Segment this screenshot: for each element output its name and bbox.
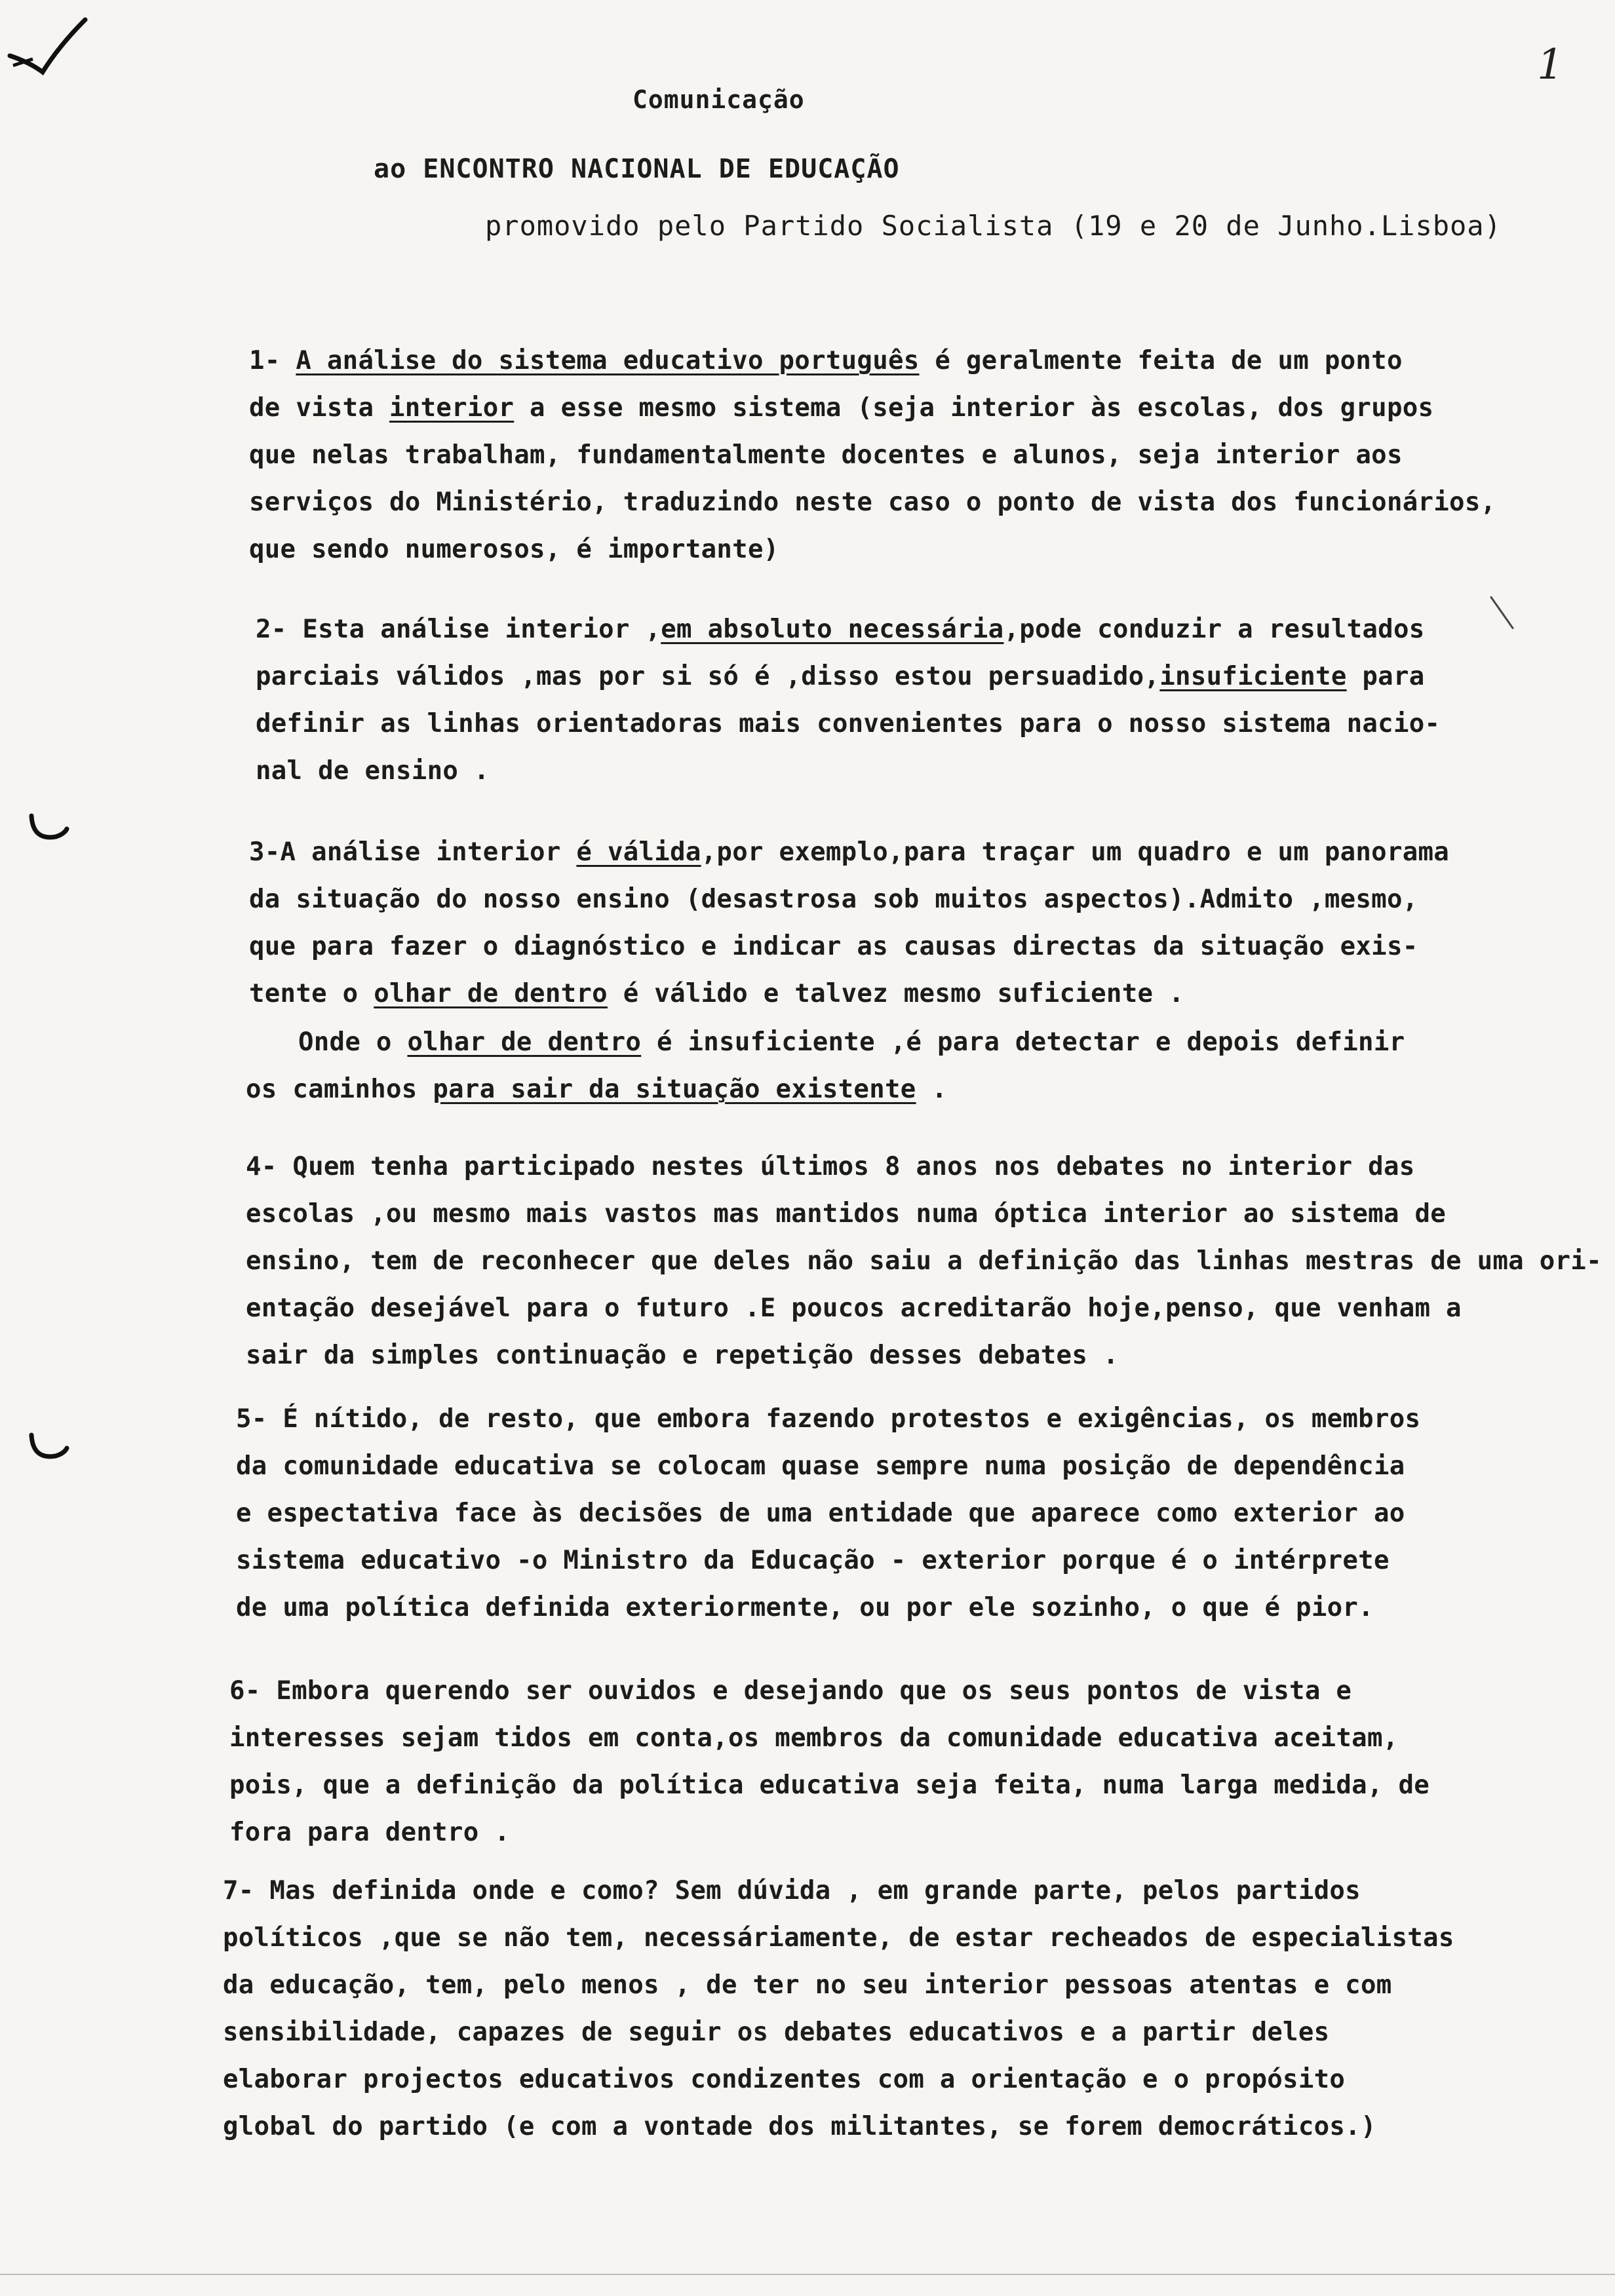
page-bottom-edge xyxy=(0,2274,1615,2275)
text-line: os caminhos para sair da situação existente . xyxy=(246,1075,948,1104)
paragraph-5 xyxy=(236,1396,1420,1632)
text-line: nal de ensino . xyxy=(256,756,490,786)
text-line: definir as linhas orientadoras mais convenientes para o nosso sistema nacio- xyxy=(256,709,1441,738)
paragraph-3 xyxy=(249,829,1449,1018)
paragraph-2 xyxy=(256,606,1440,795)
pen-tick-mark-icon xyxy=(7,10,92,82)
text-line: 4- Quem tenha participado nestes últimos 8 anos nos debates no interior das xyxy=(246,1152,1415,1181)
text-line: e espectativa face às decisões de uma entidade que aparece como exterior ao xyxy=(236,1499,1405,1528)
underlined-phrase: olhar de dentro xyxy=(374,979,608,1008)
text-line: da educação, tem, pelo menos , de ter no seu interior pessoas atentas e com xyxy=(223,1970,1392,2000)
event-subtitle: promovido pelo Partido Socialista (19 e 20 de Junho.Lisboa) xyxy=(485,210,1502,242)
paragraph-6 xyxy=(229,1668,1430,1856)
text-line: 1- A análise do sistema educativo português é geralmente feita de um ponto xyxy=(249,346,1403,375)
text-line: Onde o olhar de dentro é insuficiente ,é para detectar e depois definir xyxy=(298,1027,1405,1057)
paragraph-4 xyxy=(246,1143,1602,1379)
underlined-phrase: é válida xyxy=(576,837,701,867)
paragraph-3-continuation xyxy=(246,1019,1405,1113)
text-line: 7- Mas definida onde e como? Sem dúvida , em grande parte, pelos partidos xyxy=(223,1876,1361,1905)
text-line: políticos ,que se não tem, necessáriamente, de estar recheados de especialistas xyxy=(223,1923,1454,1953)
event-title: ao ENCONTRO NACIONAL DE EDUCAÇÃO xyxy=(374,154,900,184)
punch-hole-mark-icon xyxy=(26,1422,72,1468)
underlined-phrase: para sair da situação existente xyxy=(433,1075,916,1104)
text-line: parciais válidos ,mas por si só é ,disso estou persuadido,insuficiente para xyxy=(256,662,1425,691)
margin-pen-stroke xyxy=(1490,596,1514,630)
underlined-phrase: A análise do sistema educativo português xyxy=(296,346,920,375)
underlined-phrase: interior xyxy=(389,393,515,423)
text-line: sensibilidade, capazes de seguir os debates educativos e a partir deles xyxy=(223,2018,1330,2047)
text-line: 5- É nítido, de resto, que embora fazendo protestos e exigências, os membros xyxy=(236,1404,1421,1434)
underlined-phrase: em absoluto necessária xyxy=(661,615,1004,644)
text-line: da situação do nosso ensino (desastrosa sob muitos aspectos).Admito ,mesmo, xyxy=(249,885,1418,914)
text-line: que para fazer o diagnóstico e indicar as causas directas da situação exis- xyxy=(249,932,1418,961)
text-line: de vista interior a esse mesmo sistema (seja interior às escolas, dos grupos xyxy=(249,393,1434,423)
text-line: 6- Embora querendo ser ouvidos e desejando que os seus pontos de vista e xyxy=(229,1676,1352,1706)
text-line: sistema educativo -o Ministro da Educação - exterior porque é o intérprete xyxy=(236,1546,1390,1575)
text-line: ensino, tem de reconhecer que deles não saiu a definição das linhas mestras de uma ori- xyxy=(246,1246,1602,1276)
paragraph-7 xyxy=(223,1867,1454,2151)
text-line: 3-A análise interior é válida,por exemplo,para traçar um quadro e um panorama xyxy=(249,837,1450,867)
text-line: da comunidade educativa se colocam quase sempre numa posição de dependência xyxy=(236,1451,1405,1481)
text-line: tente o olhar de dentro é válido e talvez mesmo suficiente . xyxy=(249,979,1184,1008)
punch-hole-mark-icon xyxy=(26,803,72,849)
text-line: sair da simples continuação e repetição desses debates . xyxy=(246,1341,1119,1370)
text-line: entação desejável para o futuro .E poucos acreditarão hoje,penso, que venham a xyxy=(246,1293,1462,1323)
text-line: elaborar projectos educativos condizentes com a orientação e o propósito xyxy=(223,2065,1346,2094)
underlined-phrase: insuficiente xyxy=(1159,662,1347,691)
text-line: interesses sejam tidos em conta,os membros da comunidade educativa aceitam, xyxy=(229,1723,1399,1753)
page-number: 1 xyxy=(1537,41,1564,89)
text-line: que sendo numerosos, é importante) xyxy=(249,535,779,564)
underlined-phrase: olhar de dentro xyxy=(407,1027,642,1057)
text-line: de uma política definida exteriormente, ou por ele sozinho, o que é pior. xyxy=(236,1593,1374,1622)
text-line: que nelas trabalham, fundamentalmente docentes e alunos, seja interior aos xyxy=(249,440,1403,470)
text-line: fora para dentro . xyxy=(229,1818,511,1847)
document-heading: Comunicação xyxy=(632,85,805,114)
text-line: global do partido (e com a vontade dos militantes, se forem democráticos.) xyxy=(223,2112,1376,2141)
text-line: pois, que a definição da política educativa seja feita, numa larga medida, de xyxy=(229,1770,1430,1800)
text-line: 2- Esta análise interior ,em absoluto necessária,pode conduzir a resultados xyxy=(256,615,1425,644)
paragraph-1 xyxy=(249,337,1496,573)
text-line: serviços do Ministério, traduzindo neste caso o ponto de vista dos funcionários, xyxy=(249,488,1496,517)
text-line: escolas ,ou mesmo mais vastos mas mantidos numa óptica interior ao sistema de xyxy=(246,1199,1447,1229)
